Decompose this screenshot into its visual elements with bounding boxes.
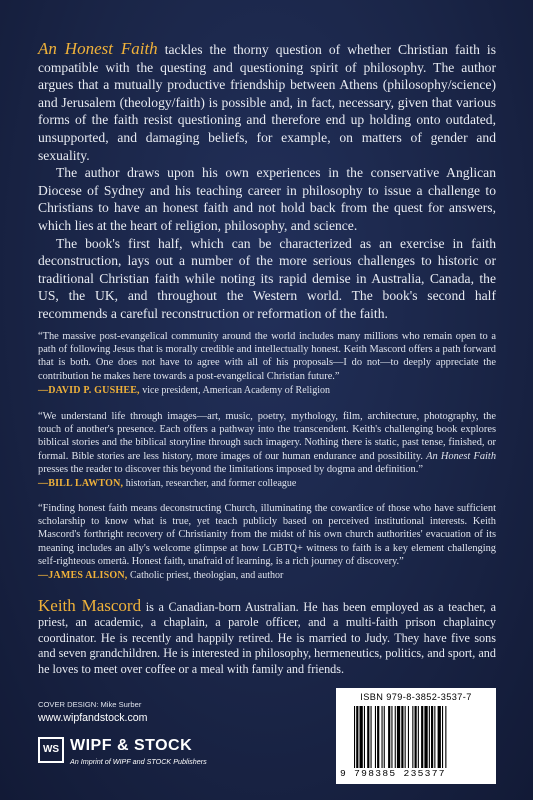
publisher-block [38,737,268,777]
cover-design-credit: COVER DESIGN: Mike Surber [38,700,142,709]
isbn-text: ISBN 979-8-3852-3537-7 [360,692,472,702]
endorsement-attribution [38,477,496,490]
author-bio-text: is a Canadian-born Australian. He has been employed as a teacher, a priest, an academic, a chaplain, a parole officer, and a multi-faith prison chaplaincy coordinator. He is recently and happily retired. He is married to Judy. They have five sons and seven grandchildren. He is interested in philosophy, hermeneutics, politics, and sport, and he loves to meet over coffee or a meal with family and friends. [38,600,496,676]
blurb-paragraph-2: The author draws upon his own experiences in the conservative Anglican Diocese of Sydney and his teaching career in philosophy to issue a challenge to Christians to have an honest faith and not hold back from the quest for answers, which lies at the heart of religion, philosophy, and science. [38,165,496,233]
endorsement-attribution [38,384,496,397]
endorser-role: Catholic priest, theologian, and author [127,570,284,582]
blurb-paragraph-3: The book's first half, which can be characterized as an exercise in faith deconstruction, lays out a number of the more serious challenges to historic or traditional Christian faith while noting its rapid demise in Australia, Canada, the US, the UK, and throughout the Western world. The book's second half recommends a careful reconstruction or reformation of the faith. [38,235,496,321]
quote-part: presses the reader to discover this beyond the limitations imposed by dogma and definition.” [38,463,423,475]
quote-book-title: An Honest Faith [426,450,497,462]
back-cover-blurb [38,40,496,323]
endorsement-quote [38,410,496,476]
publisher-name: WIPF & STOCK [70,737,193,754]
blurb-p1-text: tackles the thorny question of whether Christian faith is compatible with the questing and questioning spirit of philosophy. The author argues that a mutually productive friendship between Athens (philosophy/science) and Jerusalem (theology/faith) is possible and, in fact, necessary, given that various forms of the faith resist questioning and therefore end up holding onto outdated, unsupported, and damaging beliefs, for example, on matters of gender and sexuality. [38,42,496,163]
quote-part: “We understand life through images—art, music, poetry, mythology, film, architecture, photography, the touch of another's presence. Each offers a pathway into the transcendent. Keith's challenging book explores biblical stories and the biblical storyline through such imagery. Nothing there is static, past tense, finished, or formal. Bible stories are less history, more images of our human endurance and possibility. [38,411,496,462]
publisher-imprint: An Imprint of WIPF and STOCK Publishers [70,757,207,766]
publisher-website: www.wipfandstock.com [38,712,148,724]
endorsement-quote: “The massive post-evangelical community around the world includes many millions who remain open to a path of following Jesus that is morally credible and intellectually honest. Keith Mascord offers a path forward that is both. One does not have to agree with all of his proposals—I do not—to deeply appreciate the contribution he makes here towards a post-evangelical Christian future.” [38,331,496,382]
endorser-role: vice president, American Academy of Religion [139,384,330,396]
endorser-role: historian, researcher, and former colleague [123,478,297,490]
endorser-name: —JAMES ALISON, [38,570,128,582]
author-name: Keith Mascord [38,596,142,615]
blurb-paragraph-1 [38,40,496,164]
endorsement-2 [38,410,496,490]
endorser-name: —DAVID P. GUSHEE, [38,384,140,396]
endorsement-quote: “Finding honest faith means deconstructing Church, illuminating the cowardice of those who have sufficient scholarship to know what is true, yet teach publicly based on perceived institutional interests. Keith Mascord's forthright recovery of Christianity from the midst of his own church authorities' evacuation of its meaning includes an ally's welcome glimpse at how LGBTQ+ witness to faith is a key element challenging self-righteous omertà. Honest faith, unafraid of learning, is a rich journey of discovery.” [38,503,496,567]
publisher-logo-icon: WS [38,737,64,763]
barcode-bars-icon [354,706,488,768]
author-bio [38,598,496,677]
isbn-barcode [336,688,496,784]
endorsement-1 [38,330,496,397]
barcode-number: 9 798385 235377 [340,768,446,779]
endorsement-attribution [38,569,496,582]
book-title: An Honest Faith [38,39,158,58]
endorser-name: —BILL LAWTON, [38,478,124,490]
endorsement-3 [38,502,496,582]
